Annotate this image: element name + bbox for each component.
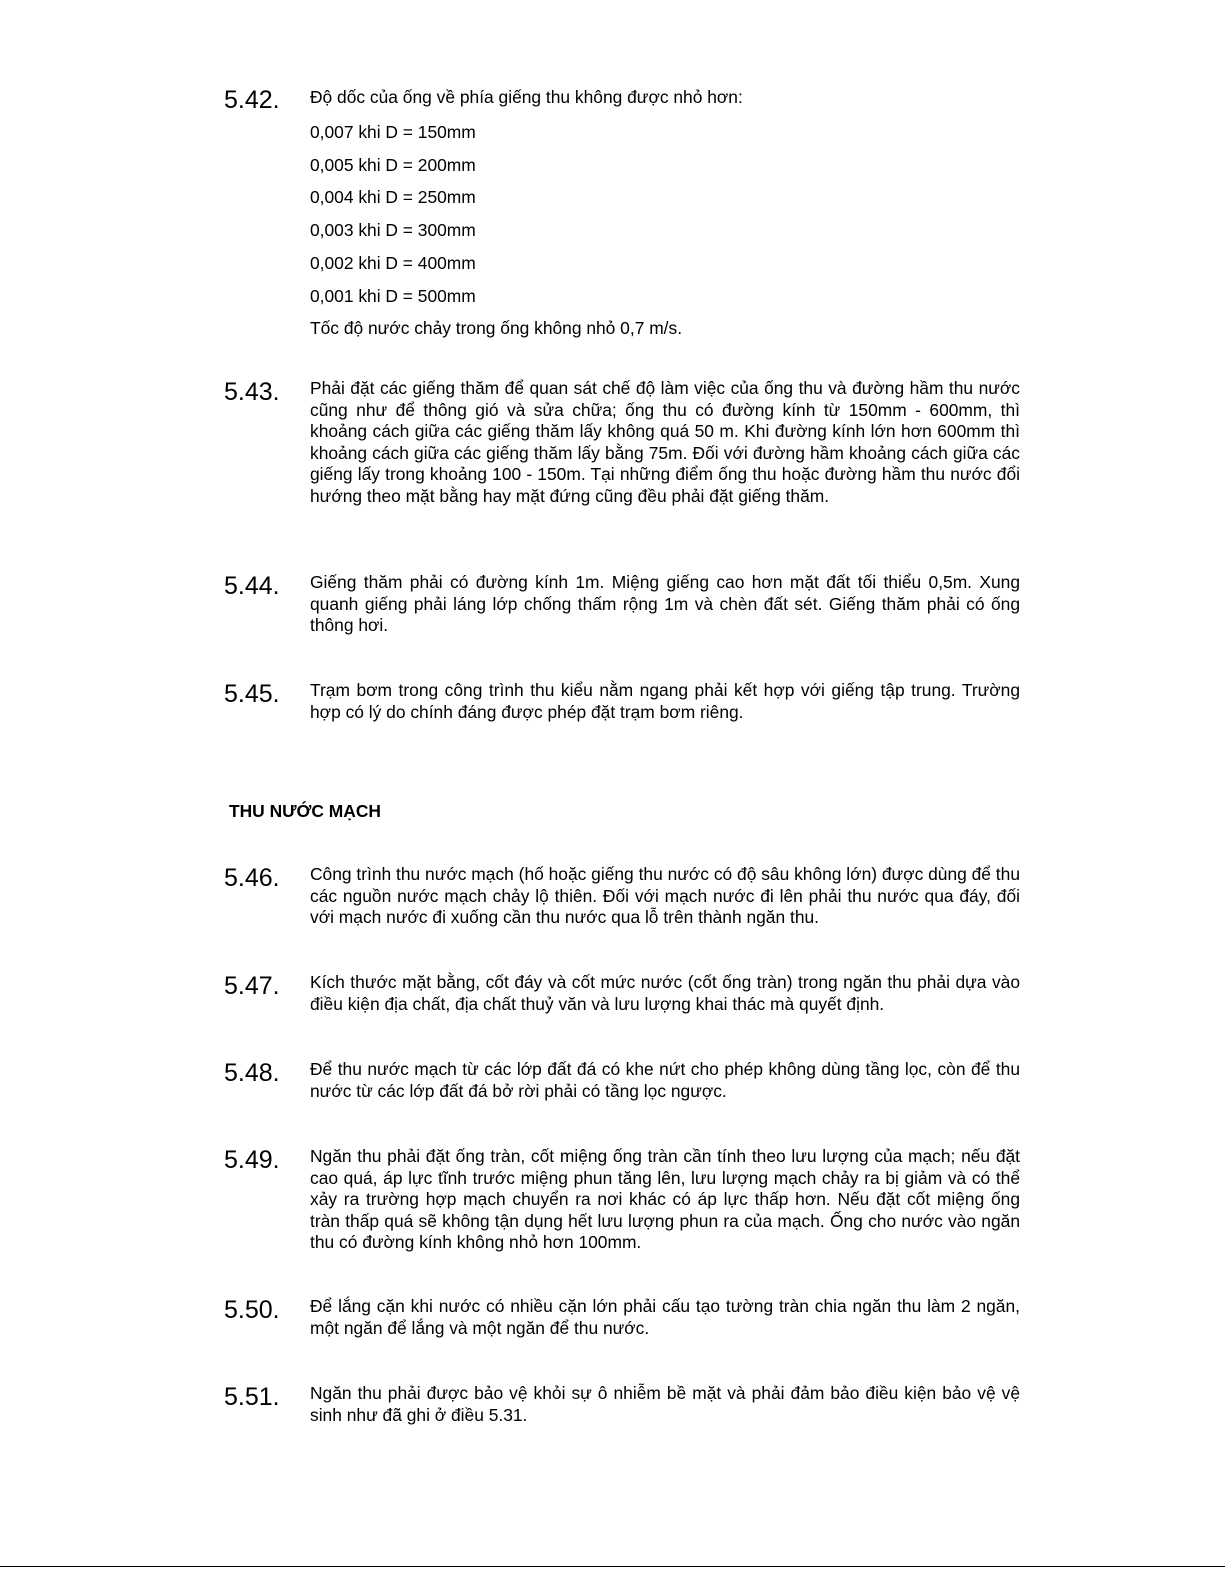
clause-text: Trạm bơm trong công trình thu kiểu nằm ngang phải kết hợp với giếng tập trung. Trường hợp có lý do chính đáng được phép đặt trạm bơm riêng. bbox=[310, 680, 1020, 722]
clause-text: Để lắng cặn khi nước có nhiều cặn lớn phải cấu tạo tường tràn chia ngăn thu làm 2 ngăn, một ngăn để lắng và một ngăn để thu nước. bbox=[310, 1296, 1020, 1338]
clause-line: 0,002 khi D = 400mm bbox=[310, 252, 476, 273]
clause-number: 5.48. bbox=[224, 1059, 280, 1087]
clause-text: Ngăn thu phải được bảo vệ khỏi sự ô nhiễm bề mặt và phải đảm bảo điều kiện bảo vệ vệ sinh như đã ghi ở điều 5.31. bbox=[310, 1383, 1020, 1425]
clause-number: 5.42. bbox=[224, 86, 280, 114]
clause-number: 5.49. bbox=[224, 1146, 280, 1174]
clause-number: 5.44. bbox=[224, 572, 280, 600]
clause-body bbox=[310, 1383, 1020, 1426]
clause-line: 0,003 khi D = 300mm bbox=[310, 220, 476, 241]
clause-text: Để thu nước mạch từ các lớp đất đá có khe nứt cho phép không dùng tầng lọc, còn để thu nước từ các lớp đất đá bở rời phải có tầng lọc ngược. bbox=[310, 1059, 1020, 1101]
clause-text: Giếng thăm phải có đường kính 1m. Miệng giếng cao hơn mặt đất tối thiểu 0,5m. Xung quanh giếng phải láng lớp chống thấm rộng 1m và chèn đất sét. Giếng thăm phải có ống thông hơi. bbox=[310, 572, 1020, 635]
clause-number: 5.43. bbox=[224, 378, 280, 406]
clause-number: 5.45. bbox=[224, 680, 280, 708]
clause-text: Công trình thu nước mạch (hố hoặc giếng thu nước có độ sâu không lớn) được dùng để thu các nguồn nước mạch chảy lộ thiên. Đối với mạch nước đi lên phải thu nước qua đáy, đối với mạch nước đi xuống cần thu nước qua lỗ trên thành ngăn thu. bbox=[310, 864, 1020, 927]
clause-number: 5.47. bbox=[224, 972, 280, 1000]
clause-body bbox=[310, 572, 1020, 637]
clause-body bbox=[310, 378, 1020, 507]
clause-body bbox=[310, 972, 1020, 1015]
clause-body bbox=[310, 1146, 1020, 1254]
clause-text: Kích thước mặt bằng, cốt đáy và cốt mức nước (cốt ống tràn) trong ngăn thu phải dựa vào điều kiện địa chất, địa chất thuỷ văn và lưu lượng khai thác mà quyết định. bbox=[310, 972, 1020, 1014]
clause-text: Phải đặt các giếng thăm để quan sát chế độ làm việc của ống thu và đường hầm thu nước cũng như để thông gió và sửa chữa; ống thu có đường kính từ 150mm - 600mm, thì khoảng cách giữa các giếng thăm lấy không quá 50 m. Khi đường kính lớn hơn 600mm thì khoảng cách giữa các giếng thăm lấy bằng 75m. Đối với đường hầm khoảng cách giữa các giếng lấy trong khoảng 100 - 150m. Tại những điểm ống thu hoặc đường hầm thu nước đổi hướng theo mặt bằng hay mặt đứng cũng đều phải đặt giếng thăm. bbox=[310, 378, 1020, 506]
clause-line: Độ dốc của ống về phía giếng thu không được nhỏ hơn: bbox=[310, 87, 743, 107]
clause-text: Ngăn thu phải đặt ống tràn, cốt miệng ống tràn cần tính theo lưu lượng của mạch; nếu đặt cao quá, áp lực tĩnh trước miệng phun tăng lên, lưu lượng mạch chảy ra bị giảm và có thể xảy ra trường hợp mạch chuyển ra nơi khác có áp lực thấp hơn. Nếu đặt cốt miệng ống tràn thấp quá sẽ không tận dụng hết lưu lượng phun ra của mạch. Ống cho nước vào ngăn thu có đường kính không nhỏ hơn 100mm. bbox=[310, 1146, 1020, 1252]
clause-body bbox=[310, 1059, 1020, 1102]
clause-body bbox=[310, 1296, 1020, 1339]
clause-line: Tốc độ nước chảy trong ống không nhỏ 0,7 m/s. bbox=[310, 318, 683, 339]
clause-body bbox=[310, 864, 1020, 929]
clause-line: 0,004 khi D = 250mm bbox=[310, 187, 476, 208]
clause-line: 0,001 khi D = 500mm bbox=[310, 285, 476, 306]
clause-body bbox=[310, 680, 1020, 723]
clause-number: 5.50. bbox=[224, 1296, 280, 1324]
clause-body bbox=[310, 87, 1020, 345]
clause-number: 5.46. bbox=[224, 864, 280, 892]
clause-line: 0,007 khi D = 150mm bbox=[310, 122, 476, 142]
clause-line: 0,005 khi D = 200mm bbox=[310, 154, 476, 175]
section-heading: THU NƯỚC MẠCH bbox=[229, 801, 381, 821]
clause-number: 5.51. bbox=[224, 1383, 280, 1411]
footer-divider bbox=[0, 1566, 1225, 1567]
